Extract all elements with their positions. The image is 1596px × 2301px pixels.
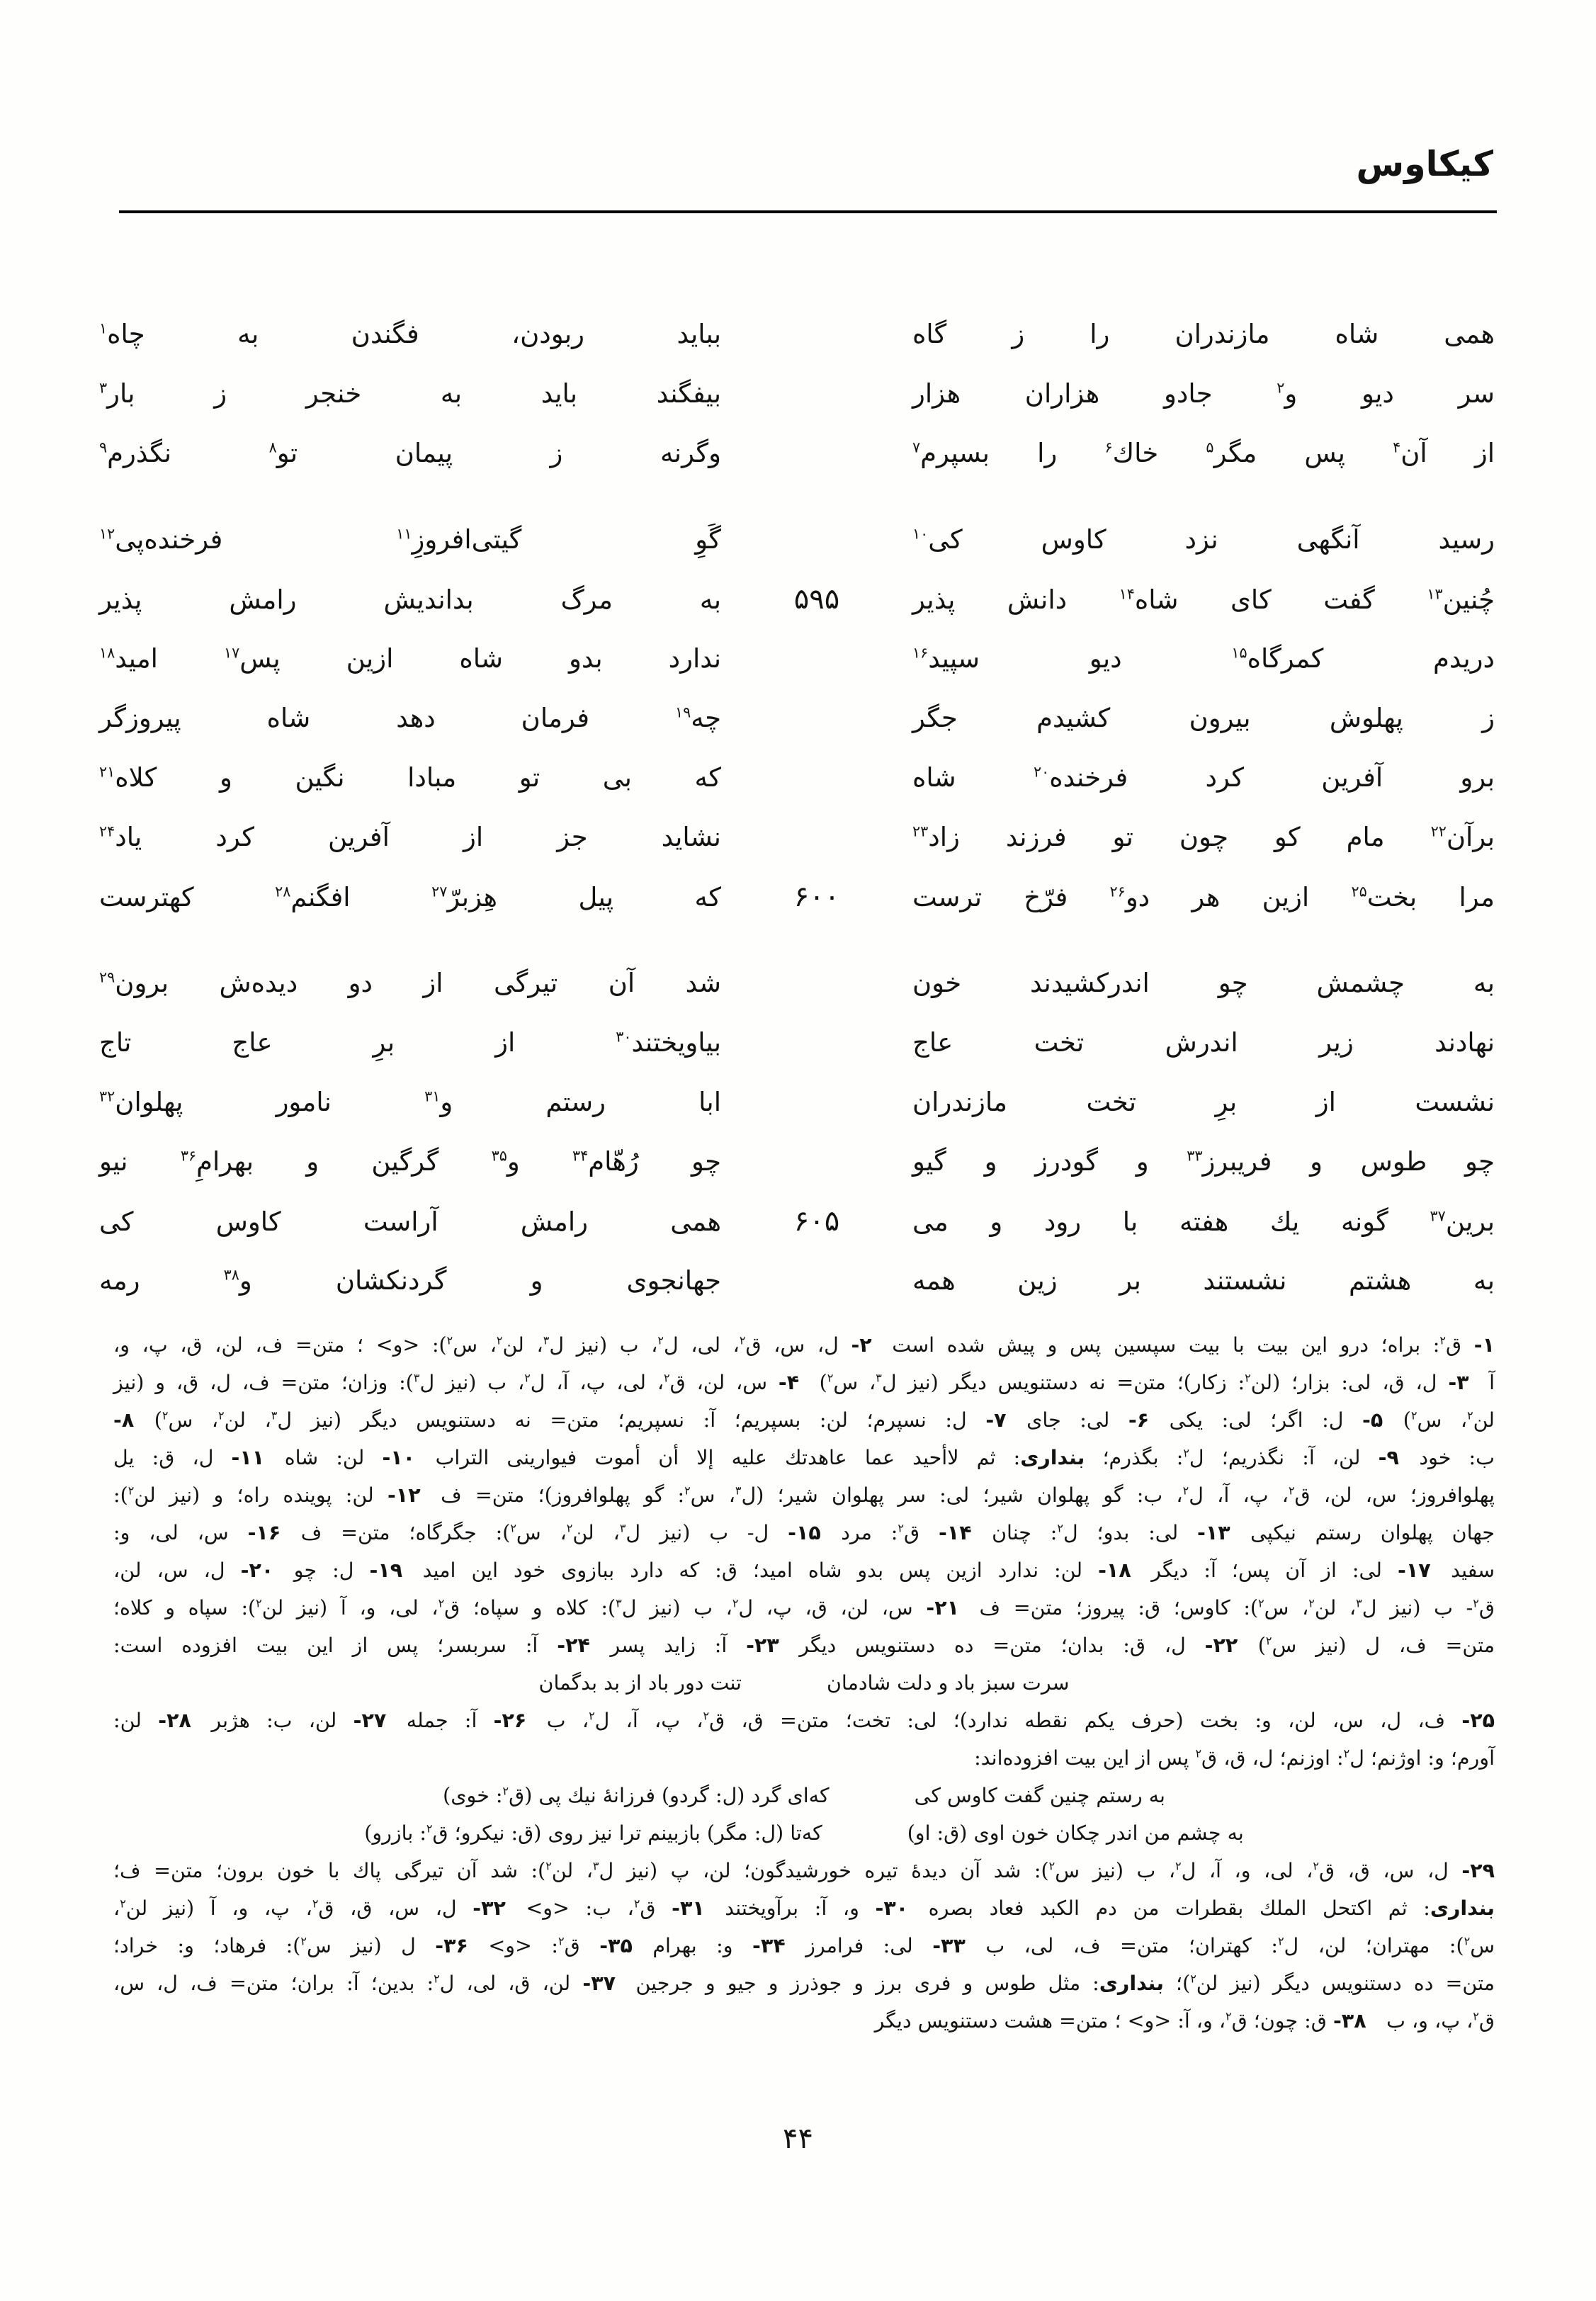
page-title: کیکاوس [1356,143,1493,184]
hemistich-left: جهانجوی و گردنکشان و$^{۳۸}$ رمه [99,1265,721,1296]
hemistich-right: از آن$^۴$ پس مگر$^۵$ خاك$^۶$ را بسپرم$^۷$ [912,438,1495,468]
stanza [99,954,1495,1311]
hemistich-left: بیفگند باید به خنجر ز بار$^۳$ [99,378,721,409]
hemistich-left: چه$^{۱۹}$ فرمان دهد شاه پیروزگر [99,703,721,733]
footnote-line: ق$^۲$- ب (نیز ل$^۳$، لن$^۲$، س$^۲$): کاوس؛ ق: پیروز؛ متن= ف ۲۱- س، لن، ق، پ، ل$^۲$، ب (نیز ل$^۳$): کلاه و سپاه؛ ق$^۲$، لی، و، آ (نیز لن$^۲$): سپاه و کلاه؛ [113,1595,1495,1619]
footnote-verse-right: به رستم چنین گفت کاوس کی [914,1784,1165,1807]
hemistich-right: چُنین$^{۱۳}$ گفت کای شاه$^{۱۴}$ دانش پذیر [912,584,1495,615]
hemistich-right: نهادند زیر اندرش تخت عاج [912,1027,1495,1058]
footnote-verse-right: به چشم من اندر چکان خون اوی (ق: او) [907,1821,1244,1845]
poem [99,305,1495,1338]
hemistich-left: وگرنه ز پیمان تو$^۸$ نگذرم$^۹$ [99,438,721,468]
hemistich-left: که بی تو مبادا نگین و کلاه$^{۲۱}$ [99,762,721,793]
couplet [99,808,1495,867]
footnote-verse [113,1777,1495,1814]
footnote-line: ق$^۲$، پ، و، ب ۳۸- ق: چون؛ ق$^۲$، و، آ: <و> ؛ متن= هشت دستنویس دیگر [874,2008,1495,2033]
footnote-line: سفید ۱۷- لی: از آن پس؛ آ: دیگر ۱۸- لن: ندارد ازین پس بدو شاه امید؛ ق: که دارد ببازوی خود این امید ۱۹- ل: چو ۲۰- ل، س، لن، [113,1558,1495,1582]
hemistich-left: شد آن تیرگی از دو دیده‌ش برون$^{۲۹}$ [99,968,721,998]
footnote-verse-left: که‌ای گرد (ل: گردو) فرزانهٔ نیك پی (ق$^۲$: خوی) [443,1784,830,1807]
verse-number: ۶۰۵ [793,1205,840,1238]
footnote-line: متن= ف، ل (نیز س$^۲$) ۲۲- ل، ق: بدان؛ متن= ده دستنویس دیگر ۲۳- آ: زاید پسر ۲۴- آ: سربسر؛ پس از این بیت افزوده است: [113,1633,1495,1657]
footnote-line: ۱- ق$^۲$: براه؛ درو این بیت با بیت سپسین پس و پیش شده است ۲- ل، س، ق$^۲$، لی، ل$^۲$، ب (نیز ل$^۳$، لن$^۲$، س$^۲$): <و> ؛ متن= ف، لن، ق، پ، و، [113,1333,1495,1357]
hemistich-right: برآن$^{۲۲}$ مام کو چون تو فرزند زاد$^{۲۳}$ [912,822,1495,852]
footnote-verse-left: تنت دور باد از بد بدگمان [538,1671,742,1695]
hemistich-right: برین$^{۳۷}$ گونه یك هفته با رود و می [912,1206,1495,1237]
couplet [99,510,1495,570]
hemistich-right: دریدم کمرگاه$^{۱۵}$ دیو سپید$^{۱۶}$ [912,643,1495,674]
hemistich-right: نشست از برِ تخت مازندران [912,1087,1495,1117]
hemistich-right: چو طوس و فریبرز$^{۳۳}$ و گودرز و گیو [912,1146,1495,1177]
hemistich-left: ندارد بدو شاه ازین پس$^{۱۷}$ امید$^{۱۸}$ [99,643,722,674]
footnote-line: ۲۹- ل، س، ق، ق$^۲$، لی، و، آ، ل$^۲$، ب (نیز س$^۲$): شد آن دیدهٔ تیره خورشیدگون؛ لن، پ (نیز ل$^۳$، لن$^۲$): شد آن تیرگی پاك با خون برون؛ متن= ف؛ [113,1858,1495,1882]
footnote-line: متن= ده دستنویس دیگر (نیز لن$^۲$)؛ بنداری: مثل طوس و فری برز و جوذرز و جیو و جرجین ۳۷- لن، ق، لی، ل$^۲$: بدین؛ آ: بران؛ متن= ف، ل، س، [113,1971,1495,1995]
hemistich-left: که پیل هِزبرّ$^{۲۷}$ افگنم$^{۲۸}$ کهترست [99,882,721,912]
footnote-verse-left: که‌تا (ل: مگر) بازبینم ترا نیز روی (ق: نیکرو؛ ق$^۲$: بازرو) [364,1821,822,1845]
hemistich-right: به هشتم نشستند بر زین همه [912,1265,1495,1296]
hemistich-right: به چشمش چو اندرکشیدند خون [912,968,1495,998]
footnote-line: جهان پهلوان رستم نیکپی ۱۳- لی: بدو؛ ل$^۲$: چنان ۱۴- ق$^۲$: مرد ۱۵- ل- ب (نیز ل$^۳$، لن$^۲$، س$^۲$): جگرگاه؛ متن= ف ۱۶- س، لی، و: [113,1520,1495,1544]
couplet [99,364,1495,424]
header-rule [119,210,1497,213]
couplet [99,748,1495,808]
hemistich-left: ابا رستم و$^{۳۱}$ نامور پهلوان$^{۳۲}$ [99,1087,721,1117]
footnote-line: ۲۵- ف، ل، س، لن، و: بخت (حرف یکم نقطه ندارد)؛ لی: تخت؛ متن= ق، ق$^۲$، پ، آ، ل$^۲$، ب ۲۶- آ: جمله ۲۷- لن، ب: هژبر ۲۸- لن: [113,1708,1495,1732]
hemistich-right: برو آفرین کرد فرخنده$^{۲۰}$ شاه [912,762,1495,793]
verse-number: ۵۹۵ [793,583,840,616]
couplet [99,1013,1495,1073]
hemistich-right: سر دیو و$^۲$ جادو هزاران هزار [912,378,1495,409]
footnote-line: ب: خود ۹- لن، آ: نگذریم؛ ل$^۲$: بگذرم؛ بنداری: ثم لاأحید عما عاهدتك علیه إلا أن أموت فیوارینی التراب ۱۰- لن: شاه ۱۱- ل، ق: یل [113,1445,1495,1469]
couplet [99,954,1495,1013]
page-number: ۴۴ [783,2122,813,2155]
couplet [99,305,1495,364]
couplet [99,1132,1495,1192]
hemistich-right: ز پهلوش بیرون کشیدم جگر [912,703,1495,733]
couplet [99,1251,1495,1311]
hemistich-right: رسید آنگهی نزد کاوس کی$^{۱۰}$ [912,524,1495,555]
hemistich-left: نشاید جز از آفرین کرد یاد$^{۲۴}$ [99,822,721,852]
hemistich-left: همی رامش آراست کاوس کی [99,1206,721,1237]
couplet [99,570,1495,629]
couplet [99,424,1495,483]
verse-number: ۶۰۰ [793,881,840,913]
hemistich-left: چو رُهّام$^{۳۴}$ و$^{۳۵}$ گرگین و بهرامِ$^{۳۶}$ نیو [99,1146,721,1177]
footnote-line: لن$^۲$، س$^۲$) ۵- ل: اگر؛ لی: یکی ۶- لی: جای ۷- ل: نسپرم؛ لن: بسپریم؛ آ: نسپریم؛ متن= نه دستنویس دیگر (نیز ل$^۳$، لن$^۲$، س$^۲$) ۸- [113,1408,1495,1432]
footnote-verse [113,1664,1495,1702]
couplet [99,689,1495,748]
couplet [99,1073,1495,1132]
couplet [99,867,1495,927]
footnote-line: آ ۳- ل، ق، لی: بزار؛ (لن$^۲$: زکار)؛ متن= نه دستنویس دیگر (نیز ل$^۳$، س$^۲$) ۴- س، لن، ق$^۲$، لی، پ، آ، ل$^۲$، ب (نیز ل$^۳$): وزان؛ متن= ف، ل، ق، و (نیز [113,1370,1495,1394]
footnote-line: پهلوافروز؛ س، لن، ق$^۲$، پ، آ، ل$^۲$، ب: گو پهلوان شیر؛ لی: سر پهلوان شیر؛ (ل$^۳$، س$^۲$: گو پهلوافروز)؛ متن= ف ۱۲- لن: پوینده راه؛ و (نیز لن$^۲$): [113,1483,1495,1507]
footnote-line: آورم؛ و: اوژنم؛ ل$^۲$: اوزنم؛ ل، ق، ق$^۲$ پس از این بیت افزوده‌اند: [974,1746,1495,1770]
hemistich-left: بباید ربودن، فگندن به چاه$^۱$ [99,319,721,349]
footnote-line: س$^۲$): مهتران؛ لن، ل$^۲$: کهتران؛ متن= ف، لی، ب ۳۳- لی: فرامرز ۳۴- و: بهرام ۳۵- ق$^۲$: <و> ۳۶- ل (نیز س$^۲$): فرهاد؛ و: خراد؛ [113,1933,1495,1957]
stanza [99,510,1495,927]
footnote-verse [113,1814,1495,1852]
couplet [99,629,1495,689]
hemistich-right: مرا بخت$^{۲۵}$ ازین هر دو$^{۲۶}$ فرّخ ترست [912,882,1495,912]
footnotes [113,1326,1495,2040]
hemistich-left: گَوِ گیتی‌افروزِ$^{۱۱}$ فرخنده‌پی$^{۱۲}$ [99,524,721,555]
couplet [99,1192,1495,1251]
hemistich-left: بیاویختند$^{۳۰}$ از برِ عاج تاج [99,1027,721,1058]
footnote-verse-right: سرت سبز باد و دلت شادمان [826,1671,1070,1695]
stanza [99,305,1495,483]
hemistich-left: به مرگ بداندیش رامش پذیر [99,584,721,615]
footnote-line: بنداری: ثم اکتحل الملك بقطرات من دم الکبد فعاد بصره ۳۰- و، آ: برآویختند ۳۱- ق$^۲$، ب: <و> ۳۲- ل، س، ق، ق$^۲$، پ، و، آ (نیز لن$^۲$، [113,1896,1495,1920]
hemistich-right: همی شاه مازندران را ز گاه [912,319,1495,349]
